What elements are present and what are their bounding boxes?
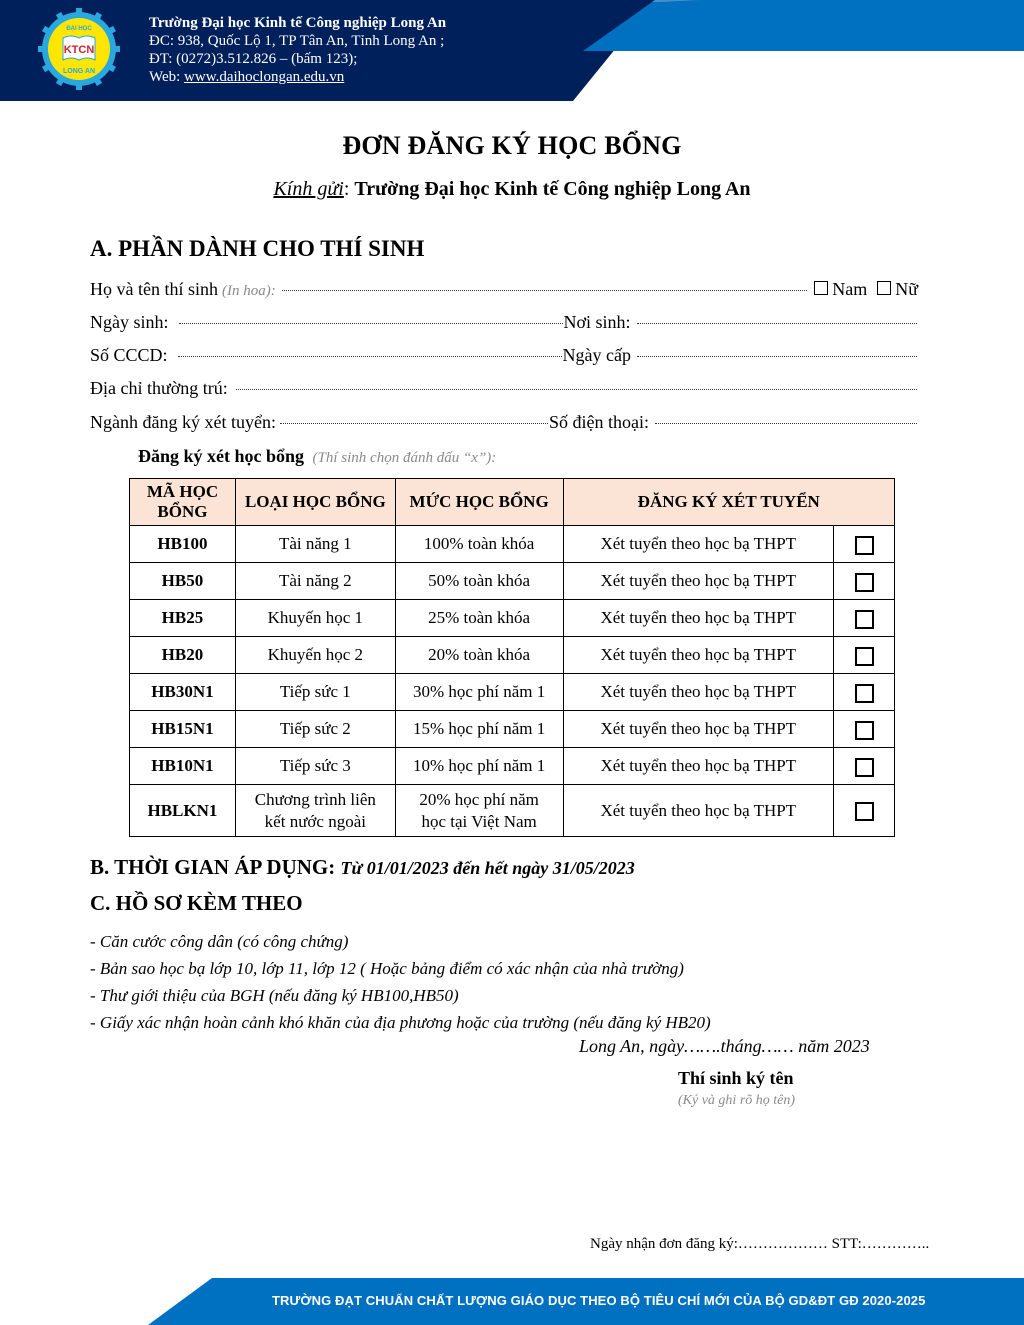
recipient-label: Kính gửi xyxy=(273,178,344,200)
school-phone: ĐT: (0272)3.512.826 – (bấm 123); xyxy=(149,51,358,67)
birthplace-label: Nơi sinh: xyxy=(563,312,631,332)
register-checkbox-cell[interactable] xyxy=(834,711,895,748)
document-item: - Bản sao học bạ lớp 10, lớp 11, lớp 12 ( Hoặc bảng điểm có xác nhận của nhà trường) xyxy=(90,959,684,978)
scholarship-type: Khuyến học 1 xyxy=(235,600,395,637)
scholarship-type: Tiếp sức 3 xyxy=(235,748,395,785)
register-checkbox-cell[interactable] xyxy=(834,674,895,711)
full-name-label: Họ và tên thí sinh xyxy=(90,279,218,299)
dob-field[interactable] xyxy=(179,323,563,324)
header-code: MÃ HỌC BỔNG xyxy=(130,479,236,526)
header-register: ĐĂNG KÝ XÉT TUYỂN xyxy=(563,479,895,526)
scholarship-level: 50% toàn khóa xyxy=(395,563,563,600)
scholarship-type: Khuyến học 2 xyxy=(235,637,395,674)
school-contact-block xyxy=(149,14,446,86)
full-name-field[interactable] xyxy=(282,290,808,291)
dob-row xyxy=(90,312,918,333)
web-label: Web: xyxy=(149,69,185,85)
scholarship-type: Chương trình liên kết nước ngoài xyxy=(235,785,395,837)
major-label: Ngành đăng ký xét tuyển: xyxy=(90,412,276,432)
scholarship-type: Tài năng 1 xyxy=(235,526,395,563)
scholarship-code: HB10N1 xyxy=(130,748,236,785)
id-label: Số CCCD: xyxy=(90,345,168,365)
scholarship-type: Tiếp sức 2 xyxy=(235,711,395,748)
svg-text:KTCN: KTCN xyxy=(63,44,95,56)
receipt-line: Ngày nhận đơn đăng ký:……………… STT:………….. xyxy=(590,1236,930,1252)
section-c-heading: C. HỒ SƠ KÈM THEO xyxy=(90,891,303,915)
register-checkbox[interactable] xyxy=(855,610,874,629)
required-documents-list xyxy=(90,928,711,1036)
gender-male-checkbox[interactable] xyxy=(814,281,828,295)
scholarship-code: HB100 xyxy=(130,526,236,563)
register-heading: Đăng ký xét học bổng xyxy=(138,446,305,466)
full-name-hint: (In hoa): xyxy=(222,283,276,299)
section-b-line xyxy=(90,855,635,880)
scholarship-code: HB20 xyxy=(130,637,236,674)
svg-text:LONG AN: LONG AN xyxy=(62,68,96,75)
school-logo-gear-icon xyxy=(38,8,120,90)
birthplace-field[interactable] xyxy=(637,323,917,324)
recipient-name: Trường Đại học Kinh tế Công nghiệp Long An xyxy=(354,178,751,200)
issue-date-label: Ngày cấp xyxy=(562,345,631,365)
school-logo xyxy=(38,8,120,90)
section-b-heading: B. THỜI GIAN ÁP DỤNG: xyxy=(90,855,336,879)
id-number-field[interactable] xyxy=(178,356,562,357)
header-level: MỨC HỌC BỔNG xyxy=(395,479,563,526)
scholarship-table xyxy=(129,478,895,837)
scholarship-type: Tiếp sức 1 xyxy=(235,674,395,711)
register-checkbox[interactable] xyxy=(855,802,874,821)
address-label: Địa chỉ thường trú: xyxy=(90,378,228,398)
document-item: - Thư giới thiệu của BGH (nếu đăng ký HB100,HB50) xyxy=(90,986,459,1005)
register-checkbox[interactable] xyxy=(855,647,874,666)
footer-accreditation-text: TRƯỜNG ĐẠT CHUẨN CHẤT LƯỢNG GIÁO DỤC THEO BỘ TIÊU CHÍ MỚI CỦA BỘ GD&ĐT GĐ 2020-2025 xyxy=(272,1293,926,1308)
register-checkbox[interactable] xyxy=(855,573,874,592)
table-row xyxy=(130,637,895,674)
admission-method: Xét tuyển theo học bạ THPT xyxy=(563,674,834,711)
scholarship-level: 20% toàn khóa xyxy=(395,637,563,674)
table-row xyxy=(130,748,895,785)
admission-method: Xét tuyển theo học bạ THPT xyxy=(563,711,834,748)
school-address: ĐC: 938, Quốc Lộ 1, TP Tân An, Tỉnh Long An ; xyxy=(149,33,445,49)
place-date-line: Long An, ngày…….tháng…… năm 2023 xyxy=(579,1036,870,1056)
table-row xyxy=(130,563,895,600)
signature-hint: (Ký và ghi rõ họ tên) xyxy=(678,1093,796,1108)
scholarship-register-label xyxy=(138,446,496,467)
table-header-row xyxy=(130,479,895,526)
document-item: - Căn cước công dân (có công chứng) xyxy=(90,932,349,951)
admission-method: Xét tuyển theo học bạ THPT xyxy=(563,785,834,837)
svg-text:ĐẠI HỌC: ĐẠI HỌC xyxy=(66,26,92,32)
register-checkbox[interactable] xyxy=(855,721,874,740)
phone-label: Số điện thoại: xyxy=(548,412,649,432)
scholarship-level: 25% toàn khóa xyxy=(395,600,563,637)
scholarship-level: 15% học phí năm 1 xyxy=(395,711,563,748)
register-hint: (Thí sinh chọn đánh dấu “x”): xyxy=(312,450,497,466)
scholarship-level: 30% học phí năm 1 xyxy=(395,674,563,711)
scholarship-level: 10% học phí năm 1 xyxy=(395,748,563,785)
recipient-separator: : xyxy=(343,178,355,200)
table-row xyxy=(130,526,895,563)
dob-label: Ngày sinh: xyxy=(90,312,169,332)
register-checkbox[interactable] xyxy=(855,758,874,777)
admission-method: Xét tuyển theo học bạ THPT xyxy=(563,748,834,785)
register-checkbox[interactable] xyxy=(855,536,874,555)
document-item: - Giấy xác nhận hoàn cảnh khó khăn của địa phương hoặc của trường (nếu đăng ký HB20) xyxy=(90,1013,711,1032)
header-type: LOẠI HỌC BỔNG xyxy=(235,479,395,526)
scholarship-code: HB15N1 xyxy=(130,711,236,748)
school-name: Trường Đại học Kinh tế Công nghiệp Long An xyxy=(149,15,447,31)
scholarship-code: HBLKN1 xyxy=(130,785,236,837)
register-checkbox-cell[interactable] xyxy=(834,748,895,785)
gender-male-label: Nam xyxy=(832,279,868,299)
scholarship-level: 100% toàn khóa xyxy=(395,526,563,563)
issue-date-field[interactable] xyxy=(637,356,917,357)
table-row xyxy=(130,711,895,748)
admission-method: Xét tuyển theo học bạ THPT xyxy=(563,637,834,674)
address-row xyxy=(90,378,918,399)
major-field[interactable] xyxy=(280,423,548,424)
phone-field[interactable] xyxy=(655,423,917,424)
form-title: ĐƠN ĐĂNG KÝ HỌC BỔNG xyxy=(342,131,682,160)
application-period: Từ 01/01/2023 đến hết ngày 31/05/2023 xyxy=(340,858,635,878)
register-checkbox-cell[interactable] xyxy=(834,563,895,600)
recipient-line xyxy=(0,178,1024,201)
admission-method: Xét tuyển theo học bạ THPT xyxy=(563,563,834,600)
gender-female-checkbox[interactable] xyxy=(877,281,891,295)
register-checkbox-cell[interactable] xyxy=(834,600,895,637)
table-row xyxy=(130,785,895,837)
register-checkbox[interactable] xyxy=(855,684,874,703)
admission-method: Xét tuyển theo học bạ THPT xyxy=(563,600,834,637)
signature-title: Thí sinh ký tên xyxy=(678,1068,794,1088)
school-web xyxy=(149,68,446,86)
admission-method: Xét tuyển theo học bạ THPT xyxy=(563,526,834,563)
scholarship-code: HB50 xyxy=(130,563,236,600)
scholarship-level: 20% học phí năm học tại Việt Nam xyxy=(395,785,563,837)
scholarship-code: HB30N1 xyxy=(130,674,236,711)
register-checkbox-cell[interactable] xyxy=(834,637,895,674)
table-row xyxy=(130,600,895,637)
address-field[interactable] xyxy=(236,389,917,390)
scholarship-type: Tài năng 2 xyxy=(235,563,395,600)
major-phone-row xyxy=(90,412,918,433)
gender-female-label: Nữ xyxy=(895,279,918,299)
register-checkbox-cell[interactable] xyxy=(834,785,895,837)
scholarship-code: HB25 xyxy=(130,600,236,637)
id-row xyxy=(90,345,918,366)
table-row xyxy=(130,674,895,711)
section-a-heading: A. PHẦN DÀNH CHO THÍ SINH xyxy=(90,236,425,261)
full-name-row xyxy=(90,279,918,300)
school-website-link[interactable]: www.daihoclongan.edu.vn xyxy=(184,69,345,85)
register-checkbox-cell[interactable] xyxy=(834,526,895,563)
